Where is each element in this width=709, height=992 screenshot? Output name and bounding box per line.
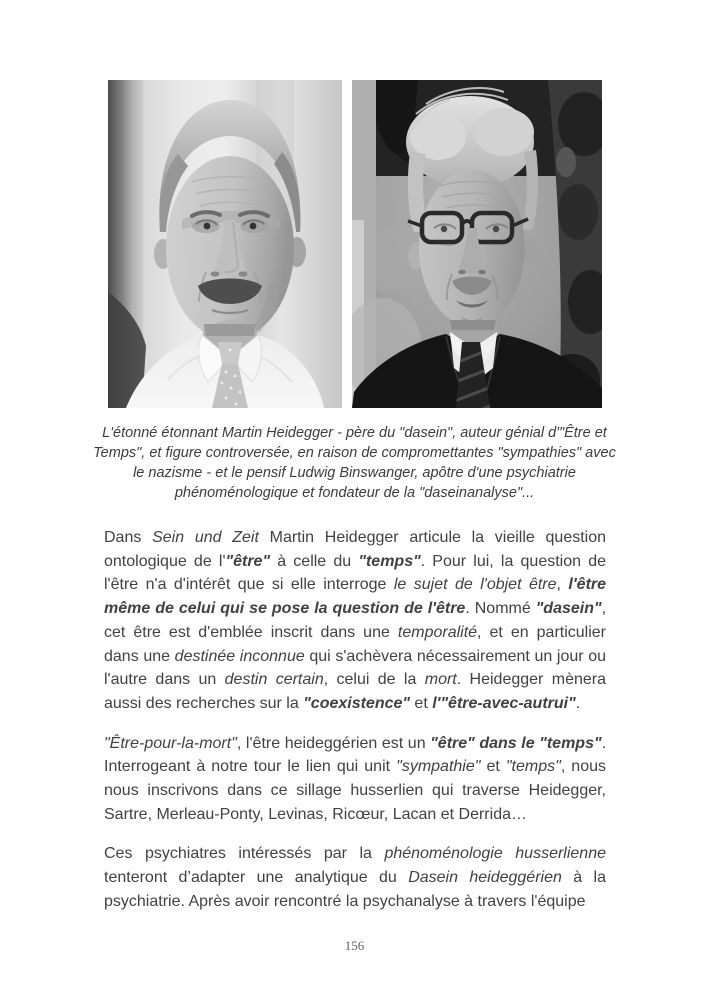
figure-photos [108, 80, 602, 408]
text-segment: à la psychiatrie. Après avoir rencontré la psychanalyse à travers l'équipe [104, 869, 606, 910]
text-segment: mort [424, 671, 457, 689]
body-text [104, 526, 606, 930]
text-segment: "dasein" [535, 600, 602, 618]
heidegger-portrait-image [108, 80, 342, 408]
paragraph-1 [104, 526, 606, 716]
text-segment: Dasein heideggérien [408, 869, 562, 887]
text-segment: l'"être-avec-autrui" [432, 694, 576, 712]
text-segment: "temps" [358, 552, 421, 570]
text-segment: l'être même de celui qui se pose la question de l'être [104, 576, 607, 618]
text-segment: et [480, 758, 506, 776]
text-segment: destin certain [224, 671, 324, 689]
text-segment: le sujet de l'objet être [393, 576, 557, 594]
text-segment: qui s'achèvera nécessairement un jour ou l'autre dans un [104, 647, 607, 689]
text-segment: "être" dans le "temps" [430, 734, 602, 752]
text-segment: . Nommé [465, 600, 536, 618]
text-segment: Dans [104, 529, 153, 546]
text-segment: Ces psychiatres intéressés par la [104, 845, 385, 863]
page-number: 156 [344, 938, 365, 953]
paragraph-2 [104, 732, 606, 827]
text-segment: , nous nous inscrivons dans ce sillage husserlien qui traverse Heidegger, Sartre, Merleau-Ponty, Levinas, Ricœur, Lacan et Derrida… [104, 758, 607, 823]
text-segment: destinée inconnue [174, 647, 305, 665]
text-segment: Sein und Zeit [152, 529, 259, 546]
binswanger-portrait-image [352, 80, 602, 408]
text-segment: "coexistence" [303, 694, 410, 712]
text-segment: "sympathie" [396, 758, 481, 776]
photo-ludwig-binswanger [352, 80, 602, 408]
text-segment: temporalité [397, 623, 478, 641]
text-segment: . Heidegger mènera aussi des recherches sur la [104, 671, 606, 712]
text-segment: "être" [225, 552, 271, 570]
text-segment: "temps" [505, 758, 561, 776]
text-segment: "Être-pour-la-mort" [104, 734, 237, 752]
text-segment: , [556, 576, 569, 594]
text-segment: . Interrogeant à notre tour le lien qui unit [104, 734, 607, 776]
text-segment: , celui de la [323, 671, 425, 689]
text-segment: Martin Heidegger articule la vieille question ontologique de l' [104, 529, 607, 570]
text-segment: et [409, 694, 433, 712]
photo-martin-heidegger [108, 80, 342, 408]
text-segment: à celle du [270, 552, 359, 570]
text-segment: , et en particulier dans une [104, 623, 607, 665]
text-segment: . [575, 694, 581, 712]
paragraph-3 [104, 842, 606, 913]
figure-caption: L'étonné étonnant Martin Heidegger - père du "dasein", auteur génial d'"Être et Temps", et figure controversée, en raison de compromettantes "sympathies" avec le nazisme - et le pensif Ludwig Binswanger, apôtre d'une psychiatrie phénoménologique et fondateur de la "daseinanalyse"... [93, 425, 616, 501]
text-segment: . Pour lui, la question de l'être n'a d'intérêt que si elle interroge [104, 552, 607, 594]
text-segment: , l'être heideggérien est un [236, 734, 431, 752]
text-segment: phénoménologie husserlienne [384, 845, 606, 863]
text-segment: , cet être est d'emblée inscrit dans une [104, 600, 607, 641]
text-segment: tenteront d’adapter une analytique du [104, 869, 409, 887]
